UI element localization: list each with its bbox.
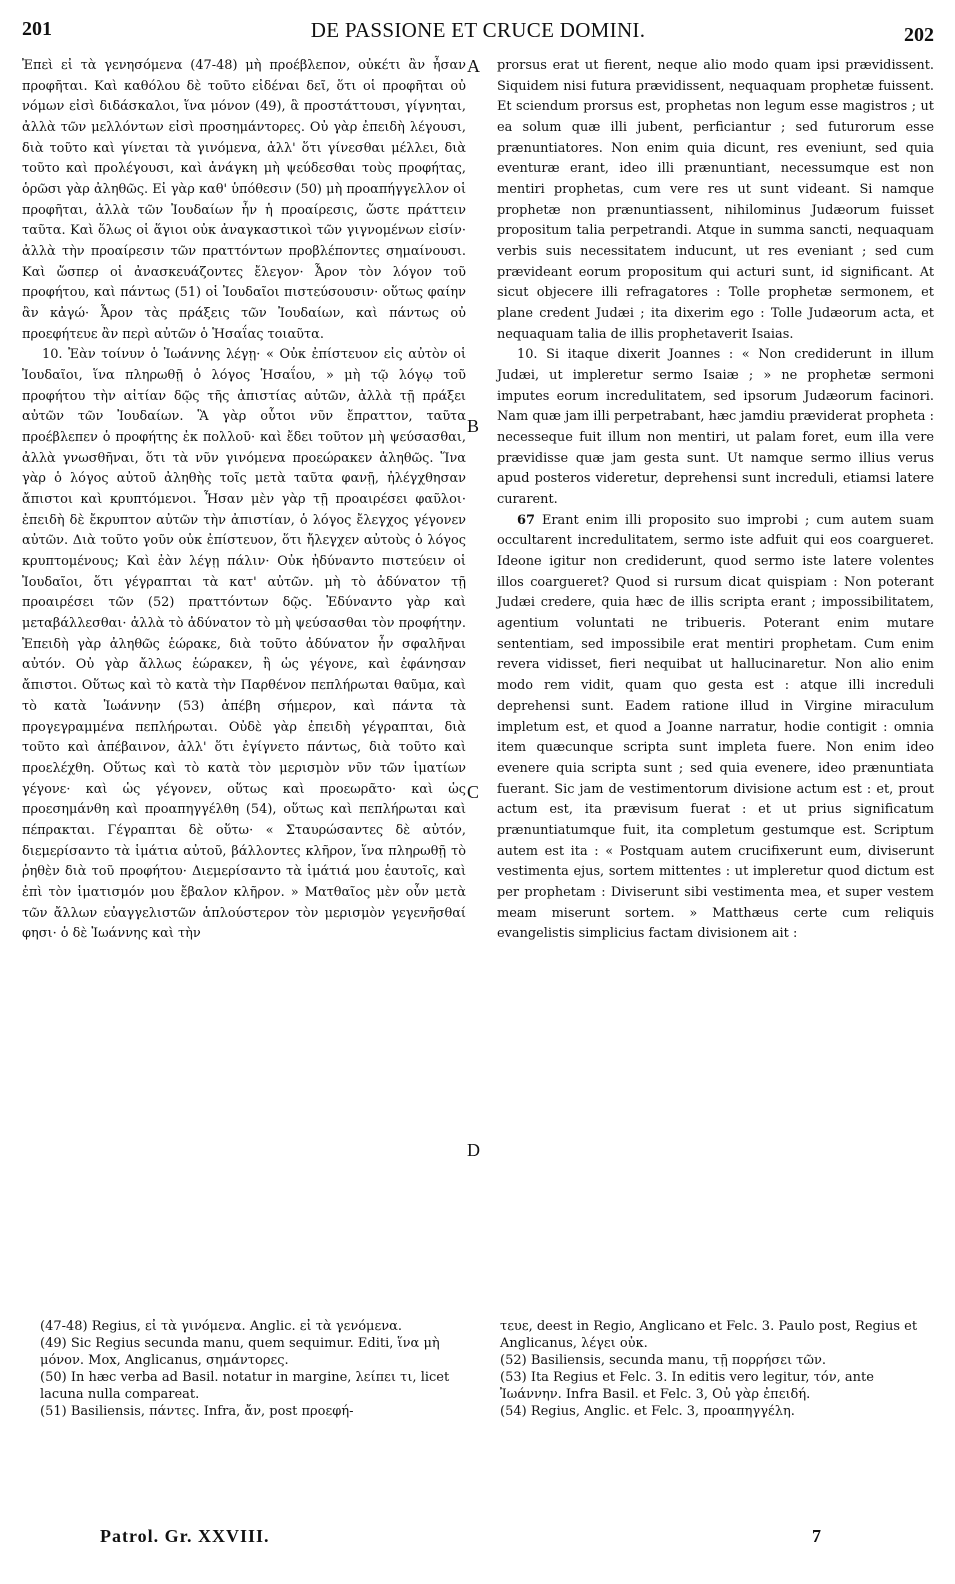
footnote: (53) Ita Regius et Felc. 3. In editis vero legitur, τόν, ante Ἰωάννην. Infra Basil. et Felc. 3, Οὐ γὰρ ἐπειδή. xyxy=(500,1370,874,1402)
running-title: DE PASSIONE ET CRUCE DOMINI. xyxy=(310,18,646,42)
page-number-right: 202 xyxy=(904,24,934,46)
footnote: (50) In hæc verba ad Basil. notatur in margine, λείπει τι, licet lacuna nulla compareat. xyxy=(40,1370,450,1402)
footer-sheet-number: 7 xyxy=(812,1526,822,1546)
latin-paragraph-3-text: Erant enim illi proposito suo improbi ; cum autem suam occultarent incredulitatem, sermo iste adfuit qui eos coargueret. Ideone igitur non crediderunt, quod sermo iste latere volentes illos coargueret? Quod si rursum dicat quispiam : Non poterant Judæi credere, quia hæc de illis scripta erant ; impossibilitatem, agentium voluntati ne tribueris. Poterant enim mutare sententiam, sed impossibile erat mentiri prophetam. Cum enim revera vidisset, fieri nequibat ut hallucinaretur. Non alio enim modo rem vidit, quam quo gesta est : atque illi increduli deprehensi sunt. Eadem ratione illud in Virgine miraculum impletum est, et quod a Joanne narratur, hodie contigit : omnia item quæcunque scripta sunt impleta fuere. Non enim ideo evenere quia scripta sunt ; sed quia evenere, ideo prænuntiata fuerant. Sic jam de vestimentorum divisione actum est : et, prout actum est, ita prævisum fuerat : et ut prius significatum prænuntiatumque fuit, ita completum gestumque est. Scriptum autem est ita : « Postquam autem crucifixerunt eum, diviserunt vestimenta ejus, sortem mittentes : ut impleretur quod dictum est per prophetam : Diviserunt sibi vestimenta mea, et super vestem meam miserunt sortem. » Matthæus certe cum reliquis evangelistis simplicius factam divisionem ait : xyxy=(497,512,934,942)
footnotes-right xyxy=(500,1318,932,1420)
footnote: (49) Sic Regius secunda manu, quem sequimur. Editi, ἵνα μὴ μόνον. Mox, Anglicanus, σημάντορες. xyxy=(40,1336,440,1368)
footnote: (51) Basiliensis, πάντες. Infra, ἄν, post προεφή- xyxy=(40,1404,354,1419)
page-number-left: 201 xyxy=(22,18,52,40)
greek-column xyxy=(22,56,466,945)
page-header xyxy=(22,18,934,48)
latin-paragraph-1: prorsus erat ut fierent, neque alio modo quam ipsi prævidissent. Siquidem nisi futura prævidissent, nequaquam prophetæ fuissent. Et sciendum prorsus est, prophetas non legum esse magistros ; ut ea solum quæ illi jubent, perficiantur ; sed futurorum esse prænuntiatores. Non enim quia dicunt, res eveniunt, sed quia eventuræ erant, ideo illi prænuntiant, necessumque est non mentiri prophetas, cum vere res ut sunt videant. Si namque prophetæ non prænuntiassent, nihilominus Judæorum fuisset propositum talia perpetrandi. Atque in summa sancti, nequaquam verbis suis necessitatem inducunt, ut res eveniant ; sed cum prævideant eorum propositum qui acturi sunt, id significant. At sicut objecere illi refragatores : Tolle prophetæ sermonem, et plane credent Judæi ; ita dixerim ego : Tolle Judæorum acta, et nequaquam talia de illis prophetaverit Isaias. xyxy=(497,58,934,342)
margin-letter-c: C xyxy=(467,782,480,802)
footnotes-left xyxy=(40,1318,466,1420)
footnote: τευε, deest in Regio, Anglicano et Felc. 3. Paulo post, Regius et Anglicanus, λέγει οὐκ. xyxy=(500,1319,918,1351)
latin-paragraph-3 xyxy=(497,511,934,945)
margin-letter-a: A xyxy=(467,56,480,76)
margin-letter-b: B xyxy=(467,416,480,436)
latin-paragraph-2: 10. Si itaque dixerit Joannes : « Non crediderunt in illum Judæi, ut impleretur sermo Isaiæ ; » ne prophetæ sermoni imputes eorum incredulitatem, sed ipsorum Judæorum facinori. Nam quæ jam illi perpetrabant, hæc jamdiu præviderat propheta : necesseque fuit illum non mentiri, ut palam foret, eum illa vere prævidisse quæ jam gesta sunt. Ut namque sermo illius verus apud posteros videretur, deprehensi sunt increduli, etiamsi latere curarent. xyxy=(497,347,934,508)
footnote: (47-48) Regius, εἰ τὰ γινόμενα. Anglic. εἰ τὰ γενόμενα. xyxy=(40,1319,403,1334)
footer-signature: Patrol. Gr. XXVIII. xyxy=(100,1526,270,1546)
column-number: 67 xyxy=(517,512,535,528)
footnote: (52) Basiliensis, secunda manu, τῇ πορρήσει τῶν. xyxy=(500,1353,827,1368)
margin-letter-d: D xyxy=(467,1140,480,1160)
footnote: (54) Regius, Anglic. et Felc. 3, προαπηγγέλη. xyxy=(500,1404,795,1419)
greek-paragraph-2: 10. Ἐὰν τοίνυν ὁ Ἰωάννης λέγῃ· « Οὐκ ἐπίστευον εἰς αὐτὸν οἱ Ἰουδαῖοι, ἵνα πληρωθῇ ὁ λόγος Ἡσαΐου, » μὴ τῷ λόγῳ τοῦ προφήτου τὴν αἰτίαν δῷς τῆς ἀπιστίας αὐτῶν, ἀλλὰ τῇ πράξει αὐτῶν τῶν Ἰουδαίων. Ἃ γὰρ οὗτοι νῦν ἔπραττον, ταῦτα προέβλεπεν ὁ προφήτης ἐκ πολλοῦ· καὶ ἔδει τοῦτον μὴ ψεύσασθαι, ἀλλὰ γνωσθῆναι, ὅτι τὰ νῦν γινόμενα προεώρακεν ἀληθῶς. Ἵνα γὰρ ὁ λόγος αὐτοῦ ἀληθὴς τοῖς μετὰ ταῦτα φανῇ, ἠλέγχθησαν ἄπιστοι καὶ κρυπτόμενοι. Ἦσαν μὲν γὰρ τῇ προαιρέσει φαῦλοι· ἐπειδὴ δὲ ἔκρυπτον αὐτῶν τὴν ἀπιστίαν, ὁ λόγος ἔλεγχος γέγονεν αὐτῶν. Διὰ τοῦτο γοῦν οὐκ ἐπίστευον, ὅτι ἤλεγχεν αὐτοὺς ὁ λόγος κρυπτομένους; Καὶ ἐὰν λέγῃ πάλιν· Οὐκ ἠδύναντο πιστεύειν οἱ Ἰουδαῖοι, ὅτι γέγραπται τὰ κατ' αὐτῶν. μὴ τὸ ἀδύνατον τῇ προαιρέσει τῶν (52) πραττόντων δῷς. Ἐδύναντο γὰρ καὶ μεταβάλλεσθαι· ἀλλὰ τὸ ἀδύνατον τὸ μὴ ψεύσασθαι τὸν προφήτην. Ἐπειδὴ γὰρ ἀληθῶς ἑώρακε, διὰ τοῦτο ἀδύνατον ἦν σφαλῆναι αὐτόν. Οὐ γὰρ ἄλλως ἑώρακεν, ἢ ὡς γέγονε, καὶ ἐφάνησαν ἄπιστοι. Οὕτως καὶ τὸ κατὰ τὴν Παρθένον πεπλήρωται θαῦμα, καὶ τὸ κατὰ Ἰωάννην (53) ἀπέβη σήμερον, καὶ πάντα τὰ προγεγραμμένα πεπλήρωται. Οὐδὲ γὰρ ἐπειδὴ γέγραπται, διὰ τοῦτο καὶ ἀπέβαινον, ἀλλ' ὅτι ἐγίγνετο πάντως, διὰ τοῦτο καὶ προελέχθη. Οὕτως καὶ τὸ κατὰ τὸν μερισμὸν νῦν τῶν ἱματίων γέγονε· καὶ ὡς γέγονεν, οὕτως καὶ προεωρᾶτο· καὶ ὡς προεσημάνθη καὶ προαπηγγέλθη (54), οὕτως καὶ πεπλήρωται καὶ πέπρακται. Γέγραπται δὲ οὕτω· « Σταυρώσαντες δὲ αὐτόν, διεμερίσαντο τὰ ἱμάτια αὐτοῦ, βάλλοντες κλῆρον, ἵνα πληρωθῇ τὸ ῥηθὲν διὰ τοῦ προφήτου· Διεμερίσαντο τὰ ἱμάτιά μου ἑαυτοῖς, καὶ ἐπὶ τὸν ἱματισμόν μου ἔβαλον κλῆρον. » Ματθαῖος μὲν οὖν μετὰ τῶν ἄλλων εὐαγγελιστῶν ἁπλούστερον τὸν μερισμὸν γεγενῆσθαί φησι· ὁ δὲ Ἰωάννης καὶ τὴν xyxy=(22,347,466,942)
latin-column xyxy=(497,56,934,945)
greek-paragraph-1: Ἐπεὶ εἰ τὰ γενησόμενα (47-48) μὴ προέβλεπον, οὐκέτι ἂν ἦσαν προφῆται. Καὶ καθόλου δὲ τοῦτο εἰδέναι δεῖ, ὅτι οἱ προφῆται οὐ νόμων εἰσὶ διδάσκαλοι, ἵνα μόνον (49), ἃ προστάττουσι, γίγνηται, ἀλλὰ τῶν μελλόντων εἰσὶ προσημάντορες. Οὐ γὰρ ἐπειδὴ λέγουσι, διὰ τοῦτο καὶ γίνεται τὰ γινόμενα, ἀλλ' ὅτι γίνεσθαι μέλλει, διὰ τοῦτο καὶ προλέγουσι, καὶ ἀνάγκη μὴ ψεύδεσθαι τοὺς προφήτας, ὁρῶσι γὰρ ἀληθῶς. Εἰ γὰρ καθ' ὑπόθεσιν (50) μὴ προαπήγγελλον οἱ προφῆται, ἀλλὰ τῶν Ἰουδαίων ἦν ἡ προαίρεσις, ὥστε πράττειν ταῦτα. Καὶ ὅλως οἱ ἅγιοι οὐκ ἀναγκαστικοὶ τῶν γιγνομένων εἰσίν· ἀλλὰ τὴν προαίρεσιν τῶν πραττόντων προβλέποντες σημαίνουσι. Καὶ ὥσπερ οἱ ἀνασκευάζοντες ἔλεγον· Ἆρον τὸν λόγον τοῦ προφήτου, καὶ πάντως (51) οἱ Ἰουδαῖοι πιστεύσουσιν· οὕτως φαίην ἂν κἀγώ· Ἆρον τὰς πράξεις τῶν Ἰουδαίων, καὶ πάντως οὐ προεφήτευε ἂν περὶ αὐτῶν ὁ Ἡσαΐας τοιαῦτα. xyxy=(22,58,466,342)
